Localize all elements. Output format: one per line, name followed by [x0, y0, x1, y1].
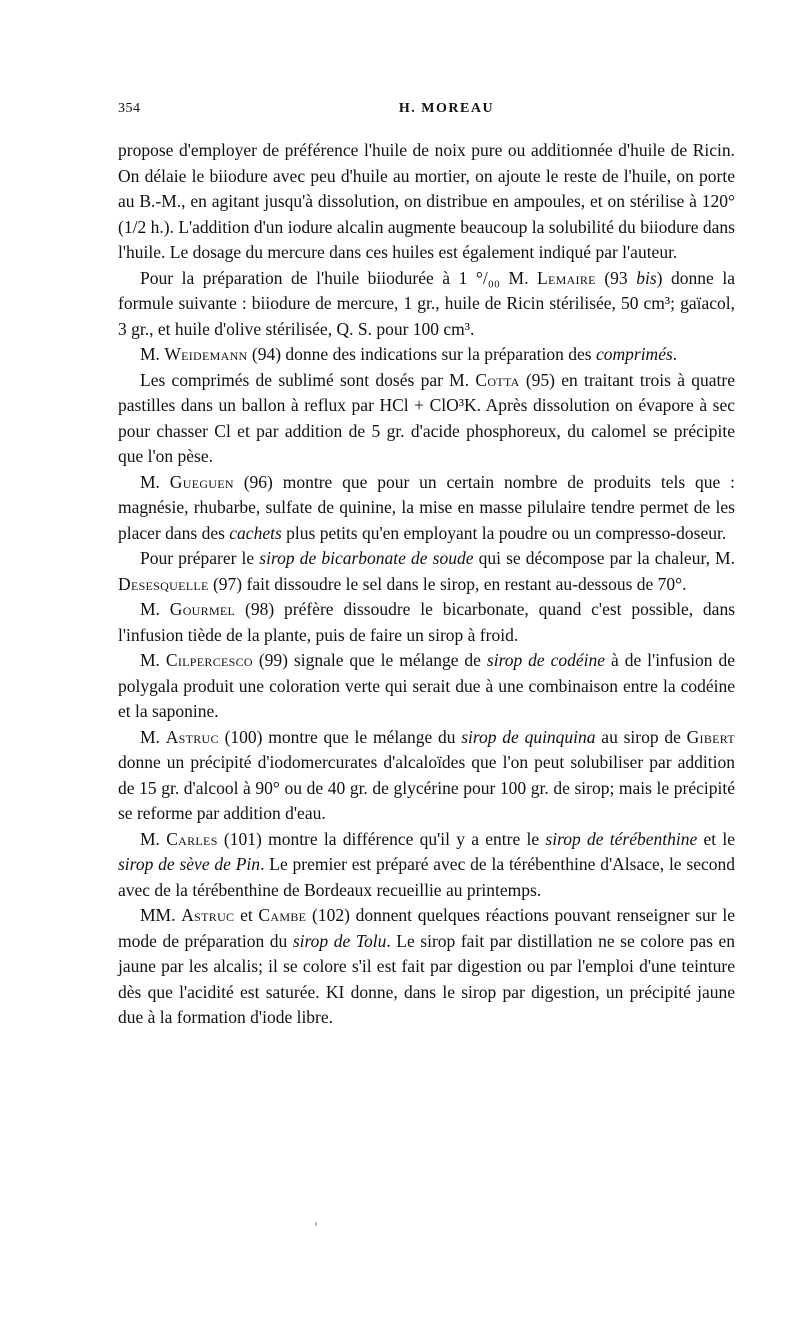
author-name: Lemaire: [537, 267, 596, 288]
italic-term: cachets: [229, 522, 282, 543]
paragraph-4: Les comprimés de sublimé sont dosés par M. Cotta (95) en traitant trois à quatre pastilles dans un ballon à reflux par HCl + ClO³K. Après dissolution on évapore à sec pour chasser Cl et par addition de 5 gr. d'acide phosphoreux, du calomel se précipite que l'on pèse.: [118, 369, 735, 466]
body-text: [118, 138, 735, 1031]
paragraph-11: MM. Astruc et Cambe (102) donnent quelques réactions pouvant renseigner sur le mode de préparation du sirop de Tolu. Le sirop fait par distillation ne se colore pas en jaune par les alcalis; il se colore s'il est fait par digestion ou par l'emploi d'une teinture dès que l'acidité est saturée. KI donne, dans le sirop par digestion, un précipité jaune due à la formation d'iode libre.: [118, 905, 736, 1027]
paragraph-1: propose d'employer de préférence l'huile de noix pure ou additionnée d'huile de Ricin. On délaie le biiodure avec peu d'huile au mortier, on ajoute le reste de l'huile, on porte au B.-M., en agitant jusqu'à dissolution, on distribue en ampoules, et on stérilise à 120° (1/2 h.). L'addition d'un iodure alcalin augmente beaucoup la solubilité du biiodure dans l'huile. Le dosage du mercure dans ces huiles est également indiqué par l'auteur.: [118, 140, 735, 262]
author-name: Cilpercesco: [165, 650, 253, 670]
page-number: 354: [118, 101, 141, 116]
italic-term: sirop de térébenthine: [545, 828, 698, 849]
paragraph-3: M. Weidemann (94) donne des indications sur la préparation des comprimés.: [140, 344, 678, 364]
italic-term: comprimés: [595, 344, 673, 364]
italic-term: sirop de quinquina: [461, 726, 596, 747]
italic-term: bis: [636, 267, 657, 288]
author-name: Gibert: [686, 726, 735, 747]
italic-term: sirop de sève de Pin: [118, 854, 261, 874]
author-name: Gueguen: [169, 471, 234, 492]
paragraph-5: M. Gueguen (96) montre que pour un certain nombre de produits tels que : magnésie, rhubarbe, sulfate de quinine, la mise en masse pilulaire tendre permet de les placer dans des cachets plus petits qu'en employant la poudre ou un compresso-doseur.: [118, 471, 735, 543]
author-name: Gourmel: [169, 599, 236, 619]
scan-speck: [315, 1222, 317, 1226]
paragraph-8: M. Cilpercesco (99) signale que le mélange de sirop de codéine à de l'infusion de polygala produit une coloration verte qui serait due à une combinaison entre la codéine et la saponine.: [118, 650, 736, 721]
author-name: Carles: [166, 828, 218, 849]
author-name: Astruc: [165, 726, 219, 747]
paragraph-9: M. Astruc (100) montre que le mélange du sirop de quinquina au sirop de Gibert donne un précipité d'iodomercurates d'alcaloïdes que l'on peut solubiliser par addition de 15 gr. d'alcool à 90° ou de 40 gr. de glycérine pour 100 gr. de sirop; mais le précipité se reforme par addition d'eau.: [118, 726, 735, 823]
author-name: Cambe: [258, 905, 307, 925]
paragraph-2: Pour la préparation de l'huile biiodurée à 1 °/₀₀ M. Lemaire (93 bis) donne la formule suivante : biiodure de mercure, 1 gr., huile de Ricin stérilisée, 50 cm³; gaïacol, 3 gr., et huile d'olive stérilisée, Q. S. pour 100 cm³.: [118, 267, 735, 339]
paragraph-7: M. Gourmel (98) préfère dissoudre le bicarbonate, quand c'est possible, dans l'infusion tiède de la plante, puis de faire un sirop à froid.: [118, 599, 736, 645]
italic-term: sirop de codéine: [486, 650, 606, 670]
paragraph-6: Pour préparer le sirop de bicarbonate de soude qui se décompose par la chaleur, M. Desesquelle (97) fait dissoudre le sel dans le sirop, en restant au-dessous de 70°.: [118, 548, 735, 594]
italic-term: sirop de Tolu: [292, 930, 387, 951]
author-name: Desesquelle: [118, 573, 209, 594]
author-name: Weidemann: [164, 344, 248, 364]
paragraph-10: M. Carles (101) montre la différence qu'il y a entre le sirop de térébenthine et le sirop de sève de Pin. Le premier est préparé avec de la térébenthine d'Alsace, le second avec de la térébenthine de Bordeaux recueillie au printemps.: [118, 828, 735, 900]
running-head: H. MOREAU: [398, 101, 495, 116]
italic-term: sirop de bicarbonate de soude: [259, 548, 474, 568]
page-header: [118, 101, 735, 125]
author-name: Astruc: [181, 905, 235, 925]
author-name: Cotta: [475, 369, 520, 390]
